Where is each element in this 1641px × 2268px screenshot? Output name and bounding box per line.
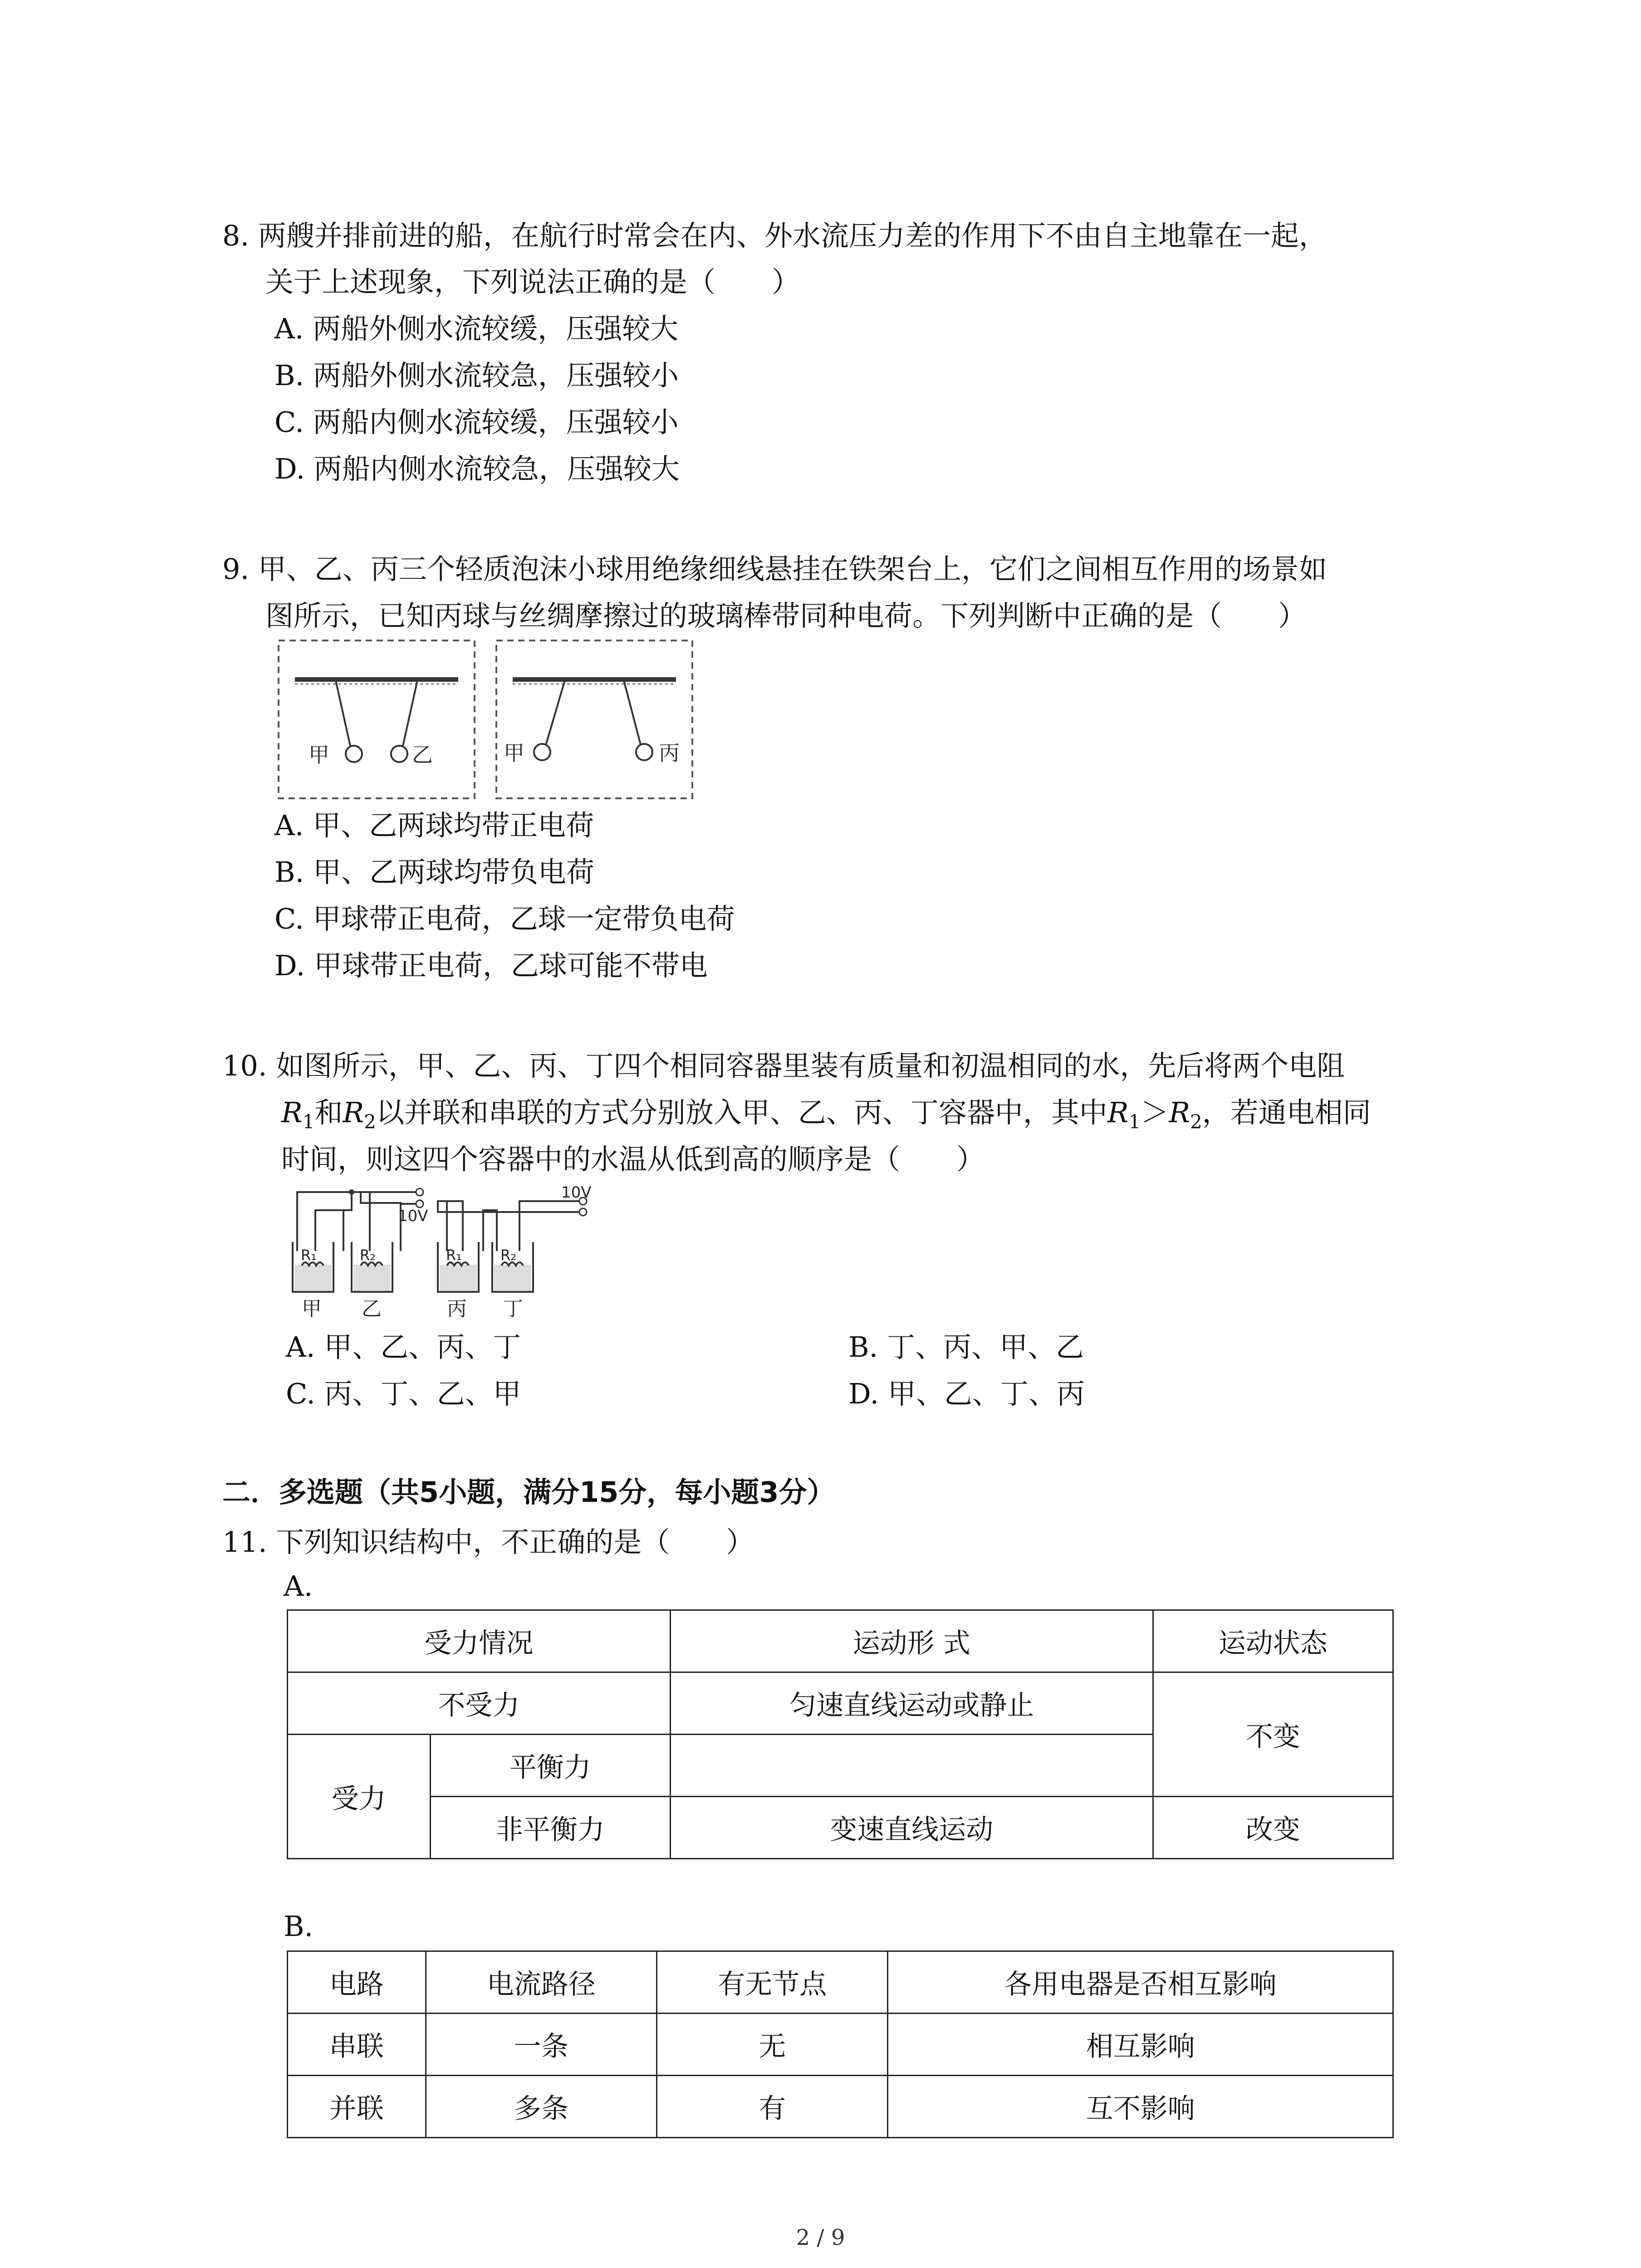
q10-r2-label-a: R₂: [360, 1246, 376, 1264]
table-cell: 并联: [288, 2076, 426, 2138]
table-cell: 受力: [288, 1735, 431, 1859]
table-cell: 匀速直线运动或静止: [671, 1672, 1153, 1735]
page-number: 2 / 9: [796, 2225, 845, 2250]
table-cell: 受力情况: [288, 1610, 671, 1672]
q10-series-circuit: [438, 1201, 581, 1251]
q9-option-b: B. 甲、乙两球均带负电荷: [274, 855, 594, 889]
table-cell: 串联: [288, 2014, 426, 2076]
table-cell: 互不影响: [888, 2076, 1393, 2138]
q9-panel1-thread-left: [336, 680, 352, 752]
table-cell: 无: [657, 2014, 888, 2076]
q10-option-d: D. 甲、乙、丁、丙: [848, 1377, 1085, 1410]
section2-title: 二．多选题（共5小题，满分15分，每小题3分）: [222, 1476, 835, 1509]
q10-option-c: C. 丙、丁、乙、甲: [286, 1377, 521, 1410]
q10-r1-label-b: R₁: [446, 1246, 462, 1264]
q9-panel1-ball-right: [391, 746, 407, 762]
q10-stem-line3: 时间，则这四个容器中的水温从低到高的顺序是（ ）: [281, 1143, 985, 1176]
table-cell: 非平衡力: [430, 1797, 670, 1859]
q11-label-a: A.: [284, 1569, 313, 1603]
table-cell: 多条: [426, 2076, 656, 2138]
q9-figure: [277, 639, 703, 802]
q9-panel2-ball-right: [636, 744, 652, 760]
q9-panel1-label-left: 甲: [309, 743, 329, 767]
q9-stem-line1: 9. 甲、乙、丙三个轻质泡沫小球用绝缘细线悬挂在铁架台上，它们之间相互作用的场景如: [222, 552, 1327, 586]
q10-option-b: B. 丁、丙、甲、乙: [848, 1330, 1084, 1364]
q9-panel1-label-right: 乙: [412, 743, 433, 767]
q9-panel1-frame: [279, 640, 475, 798]
q11-table-a: [287, 1609, 1394, 1859]
q10-label-ding: 丁: [503, 1297, 523, 1319]
table-cell: 不变: [1153, 1672, 1393, 1797]
q10-r2-label-b: R₂: [500, 1246, 517, 1264]
table-header-cell: 有无节点: [657, 1951, 888, 2014]
q9-option-c: C. 甲球带正电荷，乙球一定带负电荷: [274, 902, 735, 935]
table-cell: 不受力: [288, 1672, 671, 1735]
table-cell: 改变: [1153, 1797, 1393, 1859]
table-row: [288, 1797, 1393, 1859]
q9-option-d: D. 甲球带正电荷，乙球可能不带电: [274, 949, 708, 982]
q9-panel2-label-left: 甲: [504, 741, 524, 765]
q9-option-a: A. 甲、乙两球均带正电荷: [274, 809, 594, 842]
table-cell: [671, 1735, 1153, 1797]
q9-panel2-thread-left: [544, 680, 565, 750]
table-header-cell: 各用电器是否相互影响: [888, 1951, 1393, 2014]
q11-label-b: B.: [284, 1910, 314, 1943]
q8-option-d: D. 两船内侧水流较急，压强较大: [274, 452, 680, 485]
q10-stem-line1: 10. 如图所示，甲、乙、丙、丁四个相同容器里装有质量和初温相同的水，先后将两个电阻: [222, 1049, 1345, 1082]
q10-option-a: A. 甲、乙、丙、丁: [286, 1330, 521, 1364]
q11-table-b: [287, 1950, 1394, 2138]
q9-panel2-label-right: 丙: [659, 741, 680, 765]
q8-option-a: A. 两船外侧水流较缓，压强较大: [274, 312, 679, 345]
q8-stem-line1: 8. 两艘并排前进的船，在航行时常会在内、外水流压力差的作用下不由自主地靠在一起，: [222, 219, 1327, 252]
q10-voltage-2: 10V: [561, 1183, 592, 1202]
q9-stem-line2: 图所示，已知丙球与丝绸摩擦过的玻璃棒带同种电荷。下列判断中正确的是（ ）: [265, 599, 1307, 632]
q10-stem-line2: $R_1$和$R_2$以并联和串联的方式分别放入甲、乙、丙、丁容器中，其中$R_1>R_2$，若通电相同: [281, 1096, 1371, 1133]
table-row: [288, 2076, 1393, 2138]
q10-label-jia: 甲: [302, 1297, 322, 1319]
table-cell: 相互影响: [888, 2014, 1393, 2076]
q10-label-bing: 丙: [447, 1297, 467, 1319]
q10-figure: [284, 1183, 601, 1319]
q8-option-c: C. 两船内侧水流较缓，压强较小: [274, 406, 679, 439]
table-row: [288, 2014, 1393, 2076]
q11-stem: 11. 下列知识结构中，不正确的是（ ）: [222, 1525, 754, 1559]
q10-label-yi: 乙: [362, 1297, 382, 1319]
table-header-cell: 电流路径: [426, 1951, 656, 2014]
table-cell: 一条: [426, 2014, 656, 2076]
q8-stem-line2: 关于上述现象，下列说法正确的是（ ）: [265, 265, 800, 298]
table-cell: 平衡力: [430, 1735, 670, 1797]
table-cell: 运动形 式: [671, 1610, 1153, 1672]
table-cell: 运动状态: [1153, 1610, 1393, 1672]
table-row: [288, 1951, 1393, 2014]
q9-panel2-thread-right: [624, 680, 642, 750]
q9-panel1-ball-left: [346, 746, 362, 762]
q10-voltage-1: 10V: [398, 1207, 428, 1225]
table-row: [288, 1610, 1393, 1672]
q9-panel2-frame: [496, 640, 692, 798]
table-row: [288, 1672, 1393, 1735]
table-header-cell: 电路: [288, 1951, 426, 2014]
q9-panel1-thread-right: [402, 680, 417, 752]
q9-panel2-ball-left: [534, 744, 550, 760]
table-cell: 有: [657, 2076, 888, 2138]
q10-r1-label-a: R₁: [301, 1246, 317, 1264]
q8-option-b: B. 两船外侧水流较急，压强较小: [274, 359, 679, 392]
table-cell: 变速直线运动: [671, 1797, 1153, 1859]
